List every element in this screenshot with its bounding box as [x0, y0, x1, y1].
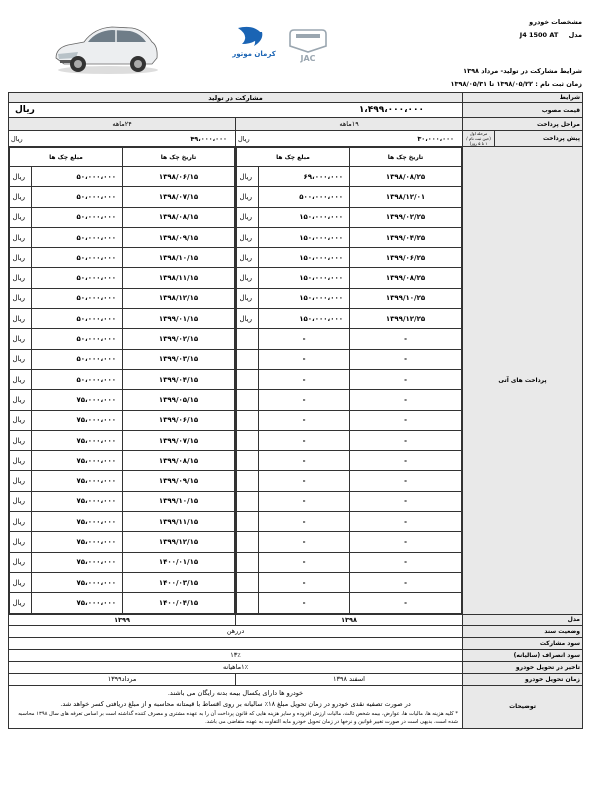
check-unit: ریال — [10, 532, 32, 552]
schedule-row — [237, 390, 462, 410]
header — [0, 0, 596, 92]
check-amount: - — [259, 532, 350, 552]
doc-label: وضعیت سند — [463, 625, 583, 637]
check-amount: ۶۹،۰۰۰،۰۰۰ — [259, 167, 350, 187]
check-date: ۱۳۹۸/۱۲/۱۵ — [123, 288, 235, 308]
kerman-motor-logo — [228, 22, 280, 64]
schedule-19-table — [236, 147, 462, 614]
check-date: ۱۳۹۸/۰۷/۱۵ — [123, 187, 235, 207]
check-amount: - — [259, 572, 350, 592]
check-amount: ۷۵،۰۰۰،۰۰۰ — [32, 491, 123, 511]
check-date: ۱۴۰۰/۰۴/۱۵ — [123, 593, 235, 613]
check-unit — [237, 532, 259, 552]
check-unit: ریال — [10, 390, 32, 410]
check-amount: ۷۵،۰۰۰،۰۰۰ — [32, 512, 123, 532]
schedule-row — [237, 512, 462, 532]
prepay-a: ۳۰،۰۰۰،۰۰۰ — [417, 134, 455, 143]
check-amount: - — [259, 410, 350, 430]
schedule-19 — [236, 147, 463, 615]
check-date: ۱۳۹۹/۰۴/۲۵ — [350, 227, 462, 247]
check-date: - — [350, 512, 462, 532]
check-amount: - — [259, 471, 350, 491]
schedule-row — [237, 167, 462, 187]
check-date: ۱۳۹۸/۱۲/۰۱ — [350, 187, 462, 207]
prepay-b: ۴۹،۰۰۰،۰۰۰ — [190, 134, 228, 143]
check-amount: - — [259, 451, 350, 471]
check-unit — [237, 451, 259, 471]
schedule-row — [10, 491, 235, 511]
check-amount: ۷۵،۰۰۰،۰۰۰ — [32, 572, 123, 592]
check-date: ۱۳۹۸/۰۶/۱۵ — [123, 167, 235, 187]
schedule-24-table — [9, 147, 235, 614]
schedule-row — [10, 288, 235, 308]
check-unit: ریال — [10, 451, 32, 471]
periods-label: مراحل پرداخت — [463, 118, 583, 131]
check-amount: ۵۰،۰۰۰،۰۰۰ — [32, 248, 123, 268]
check-unit — [237, 430, 259, 450]
check-amount: ۷۵،۰۰۰،۰۰۰ — [32, 410, 123, 430]
schedule-row — [10, 187, 235, 207]
check-unit: ریال — [10, 187, 32, 207]
check-date: - — [350, 390, 462, 410]
note-2: در صورت تصفیه نقدی خودرو در زمان تحویل مبلغ ۱۸٪ سالیانه بر روی اقساط با قیمتانه محاسبه و از مبلغ دریافتی کسر خواهد شد. — [60, 699, 411, 708]
check-date: - — [350, 552, 462, 572]
col-amount-header: مبلغ چک ها — [10, 148, 123, 167]
schedule-row — [237, 552, 462, 572]
schedule-row — [237, 491, 462, 511]
check-unit: ریال — [237, 187, 259, 207]
check-amount: - — [259, 349, 350, 369]
check-amount: - — [259, 491, 350, 511]
check-date: ۱۳۹۹/۰۶/۱۵ — [123, 410, 235, 430]
check-amount: - — [259, 430, 350, 450]
car-image — [50, 14, 160, 76]
schedule-row — [10, 572, 235, 592]
schedule-row — [10, 430, 235, 450]
check-unit — [237, 593, 259, 613]
check-unit: ریال — [10, 430, 32, 450]
check-date: ۱۳۹۹/۰۶/۲۵ — [350, 248, 462, 268]
check-amount: ۵۰،۰۰۰،۰۰۰ — [32, 329, 123, 349]
check-amount: ۱۵۰،۰۰۰،۰۰۰ — [259, 309, 350, 329]
check-date: ۱۳۹۹/۰۷/۱۵ — [123, 430, 235, 450]
check-amount: ۵۰،۰۰۰،۰۰۰ — [32, 288, 123, 308]
check-amount: ۷۵،۰۰۰،۰۰۰ — [32, 471, 123, 491]
header-title: مشخصات خودرو — [529, 18, 582, 26]
check-date: ۱۳۹۸/۱۰/۱۵ — [123, 248, 235, 268]
check-amount: ۵۰،۰۰۰،۰۰۰ — [32, 167, 123, 187]
col-date-header: تاریخ چک ها — [123, 148, 235, 167]
check-amount: ۷۵،۰۰۰،۰۰۰ — [32, 451, 123, 471]
check-amount: - — [259, 593, 350, 613]
check-date: - — [350, 349, 462, 369]
check-amount: - — [259, 512, 350, 532]
check-unit: ریال — [10, 410, 32, 430]
check-amount: ۷۵،۰۰۰،۰۰۰ — [32, 552, 123, 572]
check-date: ۱۳۹۹/۰۹/۱۵ — [123, 471, 235, 491]
profit-label: سود مشارکت — [463, 637, 583, 649]
schedule-row — [10, 268, 235, 288]
schedule-row — [10, 593, 235, 613]
schedule-row — [237, 248, 462, 268]
jac-text: JAC — [300, 54, 316, 63]
schedule-row — [10, 451, 235, 471]
delivery-a: اسفند ۱۳۹۸ — [236, 673, 463, 685]
check-amount: ۵۰،۰۰۰،۰۰۰ — [32, 309, 123, 329]
schedule-row — [10, 207, 235, 227]
check-unit — [237, 369, 259, 389]
check-amount: - — [259, 369, 350, 389]
schedule-row — [10, 512, 235, 532]
schedule-row — [10, 532, 235, 552]
check-unit: ریال — [10, 248, 32, 268]
check-unit: ریال — [10, 369, 32, 389]
schedule-row — [237, 329, 462, 349]
check-unit — [237, 410, 259, 430]
check-date: ۱۴۰۰/۰۱/۱۵ — [123, 552, 235, 572]
check-unit: ریال — [10, 593, 32, 613]
check-unit: ریال — [10, 512, 32, 532]
model-b: ۱۳۹۹ — [9, 614, 236, 625]
check-unit — [237, 349, 259, 369]
check-amount: ۷۵،۰۰۰،۰۰۰ — [32, 430, 123, 450]
model-label: مدل — [568, 31, 582, 39]
terms-table — [8, 92, 583, 729]
schedule-row — [237, 268, 462, 288]
prepay-b-cell — [9, 131, 236, 147]
schedule-row — [10, 329, 235, 349]
prepay-label: پیش پرداخت — [495, 131, 583, 147]
check-unit: ریال — [10, 268, 32, 288]
price-value: ۱،۴۹۹،۰۰۰،۰۰۰ — [358, 105, 425, 115]
check-amount: - — [259, 329, 350, 349]
check-amount: ۷۵،۰۰۰،۰۰۰ — [32, 390, 123, 410]
schedule-row — [10, 552, 235, 572]
check-date: - — [350, 593, 462, 613]
check-unit — [237, 552, 259, 572]
future-payments-label: پرداخت های آتی — [463, 147, 583, 615]
check-unit: ریال — [237, 207, 259, 227]
check-unit: ریال — [10, 552, 32, 572]
check-unit: ریال — [10, 572, 32, 592]
check-unit: ریال — [10, 309, 32, 329]
check-unit: ریال — [10, 491, 32, 511]
model-row-label: مدل — [463, 614, 583, 625]
check-date: - — [350, 532, 462, 552]
schedule-row — [10, 471, 235, 491]
check-unit: ریال — [237, 288, 259, 308]
prepay-a-unit: ریال — [238, 134, 250, 143]
check-date: - — [350, 451, 462, 471]
check-unit: ریال — [10, 329, 32, 349]
schedule-row — [237, 430, 462, 450]
schedule-row — [10, 248, 235, 268]
schedule-row — [237, 532, 462, 552]
schedule-row — [237, 410, 462, 430]
delivery-b: مرداد۱۳۹۹ — [9, 673, 236, 685]
check-amount: ۵۰،۰۰۰،۰۰۰ — [32, 268, 123, 288]
check-date: ۱۳۹۹/۱۱/۱۵ — [123, 512, 235, 532]
schedule-row — [237, 471, 462, 491]
schedule-row — [10, 390, 235, 410]
period-b: ۲۴ماهه — [9, 118, 236, 131]
schedule-24 — [9, 147, 236, 615]
schedule-row — [10, 369, 235, 389]
check-date: - — [350, 369, 462, 389]
check-amount: ۱۵۰،۰۰۰،۰۰۰ — [259, 248, 350, 268]
scheme-title: مشارکت در تولید — [9, 93, 463, 103]
check-amount: ۵۰،۰۰۰،۰۰۰ — [32, 187, 123, 207]
check-amount: ۷۵،۰۰۰،۰۰۰ — [32, 532, 123, 552]
check-unit: ریال — [10, 349, 32, 369]
check-date: ۱۳۹۹/۰۵/۱۵ — [123, 390, 235, 410]
col-date-header: تاریخ چک ها — [350, 148, 462, 167]
delay-label: تاخیر در تحویل خودرو — [463, 661, 583, 673]
check-date: - — [350, 572, 462, 592]
check-amount: ۱۵۰،۰۰۰،۰۰۰ — [259, 207, 350, 227]
doc-value: دررهن — [9, 625, 463, 637]
prepay-b-unit: ریال — [11, 134, 23, 143]
model-a: ۱۳۹۸ — [236, 614, 463, 625]
check-amount: ۱۵۰،۰۰۰،۰۰۰ — [259, 268, 350, 288]
col-amount-header: مبلغ چک ها — [237, 148, 350, 167]
delivery-label: زمان تحویل خودرو — [463, 673, 583, 685]
check-date: ۱۳۹۹/۰۳/۱۵ — [123, 349, 235, 369]
check-unit: ریال — [10, 167, 32, 187]
schedule-row — [237, 369, 462, 389]
check-amount: ۵۰،۰۰۰،۰۰۰ — [32, 207, 123, 227]
check-date: - — [350, 430, 462, 450]
check-date: ۱۳۹۸/۰۸/۲۵ — [350, 167, 462, 187]
check-date: - — [350, 329, 462, 349]
prepay-sub: مرحله اول (حین ثبت نام / ۱ تا ۵ روز) — [463, 131, 495, 147]
notes-label: توضیحات — [463, 685, 583, 728]
check-unit: ریال — [237, 309, 259, 329]
check-date: - — [350, 471, 462, 491]
check-amount: ۷۵،۰۰۰،۰۰۰ — [32, 593, 123, 613]
conditions-label: شرایط — [463, 93, 583, 103]
schedule-row — [237, 593, 462, 613]
price-cell — [9, 103, 463, 118]
schedule-row — [10, 167, 235, 187]
schedule-row — [237, 288, 462, 308]
check-date: ۱۳۹۹/۱۰/۲۵ — [350, 288, 462, 308]
annual-label: سود انصراف (سالیانه) — [463, 649, 583, 661]
profit-value — [9, 637, 463, 649]
check-date: ۱۳۹۹/۰۱/۱۵ — [123, 309, 235, 329]
check-amount: ۵۰،۰۰۰،۰۰۰ — [32, 227, 123, 247]
check-unit — [237, 329, 259, 349]
check-unit: ریال — [237, 227, 259, 247]
check-date: ۱۳۹۹/۰۲/۲۵ — [350, 207, 462, 227]
price-label: قیمت مصوب — [463, 103, 583, 118]
price-unit: ریال — [15, 105, 35, 115]
check-unit: ریال — [10, 227, 32, 247]
schedule-row — [237, 349, 462, 369]
check-unit: ریال — [237, 268, 259, 288]
prepay-a-cell — [236, 131, 463, 147]
check-date: ۱۳۹۹/۰۸/۱۵ — [123, 451, 235, 471]
check-unit — [237, 491, 259, 511]
check-date: ۱۳۹۹/۰۴/۱۵ — [123, 369, 235, 389]
check-date: ۱۳۹۹/۰۲/۱۵ — [123, 329, 235, 349]
schedule-row — [10, 349, 235, 369]
notes-cell — [9, 685, 463, 728]
schedule-row — [10, 227, 235, 247]
check-date: ۱۳۹۹/۱۰/۱۵ — [123, 491, 235, 511]
check-amount: ۱۵۰،۰۰۰،۰۰۰ — [259, 227, 350, 247]
check-date: ۱۳۹۹/۱۲/۲۵ — [350, 309, 462, 329]
check-amount: ۵۰،۰۰۰،۰۰۰ — [32, 349, 123, 369]
kerman-motor-text: کرمان موتور — [232, 50, 276, 58]
check-unit: ریال — [237, 248, 259, 268]
schedule-row — [237, 451, 462, 471]
note-1: خودرو ها دارای یکسال بیمه بدنه رایگان می باشند. — [167, 688, 304, 697]
note-3: * کلیه هزینه ها، مالیات ها، عوارض، بیمه شخص ثالث، مالیات ارزش افزوده و سایر هزینه هایی که قانون پرداخت آن را به عهده مشتری و مصرف کننده گذاشته است بر اساس تعرفه های سال ۱۳۹۸ محاسبه شده است، بدیهی است در صورت تغییر قوانین و نرخها در زمان تحویل خودرو مابه التفاوت به عهده متقاضی می باشد. — [18, 710, 459, 725]
annual-value: ۱۳٪ — [9, 649, 463, 661]
check-unit — [237, 471, 259, 491]
check-amount: - — [259, 390, 350, 410]
check-date: ۱۳۹۹/۰۸/۲۵ — [350, 268, 462, 288]
terms-line: شرایط مشارکت در تولید- مرداد ۱۳۹۸ — [463, 67, 582, 75]
schedule-row — [237, 309, 462, 329]
check-date: ۱۴۰۰/۰۳/۱۵ — [123, 572, 235, 592]
check-date: ۱۳۹۸/۱۱/۱۵ — [123, 268, 235, 288]
check-amount: ۵۰۰،۰۰۰،۰۰۰ — [259, 187, 350, 207]
check-amount: ۵۰،۰۰۰،۰۰۰ — [32, 369, 123, 389]
check-unit: ریال — [237, 167, 259, 187]
check-amount: - — [259, 552, 350, 572]
check-date: ۱۳۹۸/۰۸/۱۵ — [123, 207, 235, 227]
schedule-row — [10, 410, 235, 430]
schedule-row — [237, 227, 462, 247]
model-value: J4 1500 AT — [519, 31, 559, 39]
check-unit — [237, 390, 259, 410]
check-date: ۱۳۹۹/۱۲/۱۵ — [123, 532, 235, 552]
registration-time: زمان ثبت نام : ۱۳۹۸/۰۵/۲۲ تا ۱۳۹۸/۰۵/۳۱ — [450, 80, 582, 88]
model-line — [520, 31, 582, 39]
jac-logo — [284, 22, 332, 64]
period-a: ۱۹ماهه — [236, 118, 463, 131]
schedule-row — [237, 572, 462, 592]
check-date: - — [350, 491, 462, 511]
schedule-row — [237, 207, 462, 227]
check-unit — [237, 572, 259, 592]
check-unit — [237, 512, 259, 532]
check-unit: ریال — [10, 288, 32, 308]
check-unit: ریال — [10, 471, 32, 491]
check-date: - — [350, 410, 462, 430]
schedule-row — [237, 187, 462, 207]
check-date: ۱۳۹۸/۰۹/۱۵ — [123, 227, 235, 247]
check-amount: ۱۵۰،۰۰۰،۰۰۰ — [259, 288, 350, 308]
delay-value: ۱٪ماهیانه — [9, 661, 463, 673]
check-unit: ریال — [10, 207, 32, 227]
schedule-row — [10, 309, 235, 329]
